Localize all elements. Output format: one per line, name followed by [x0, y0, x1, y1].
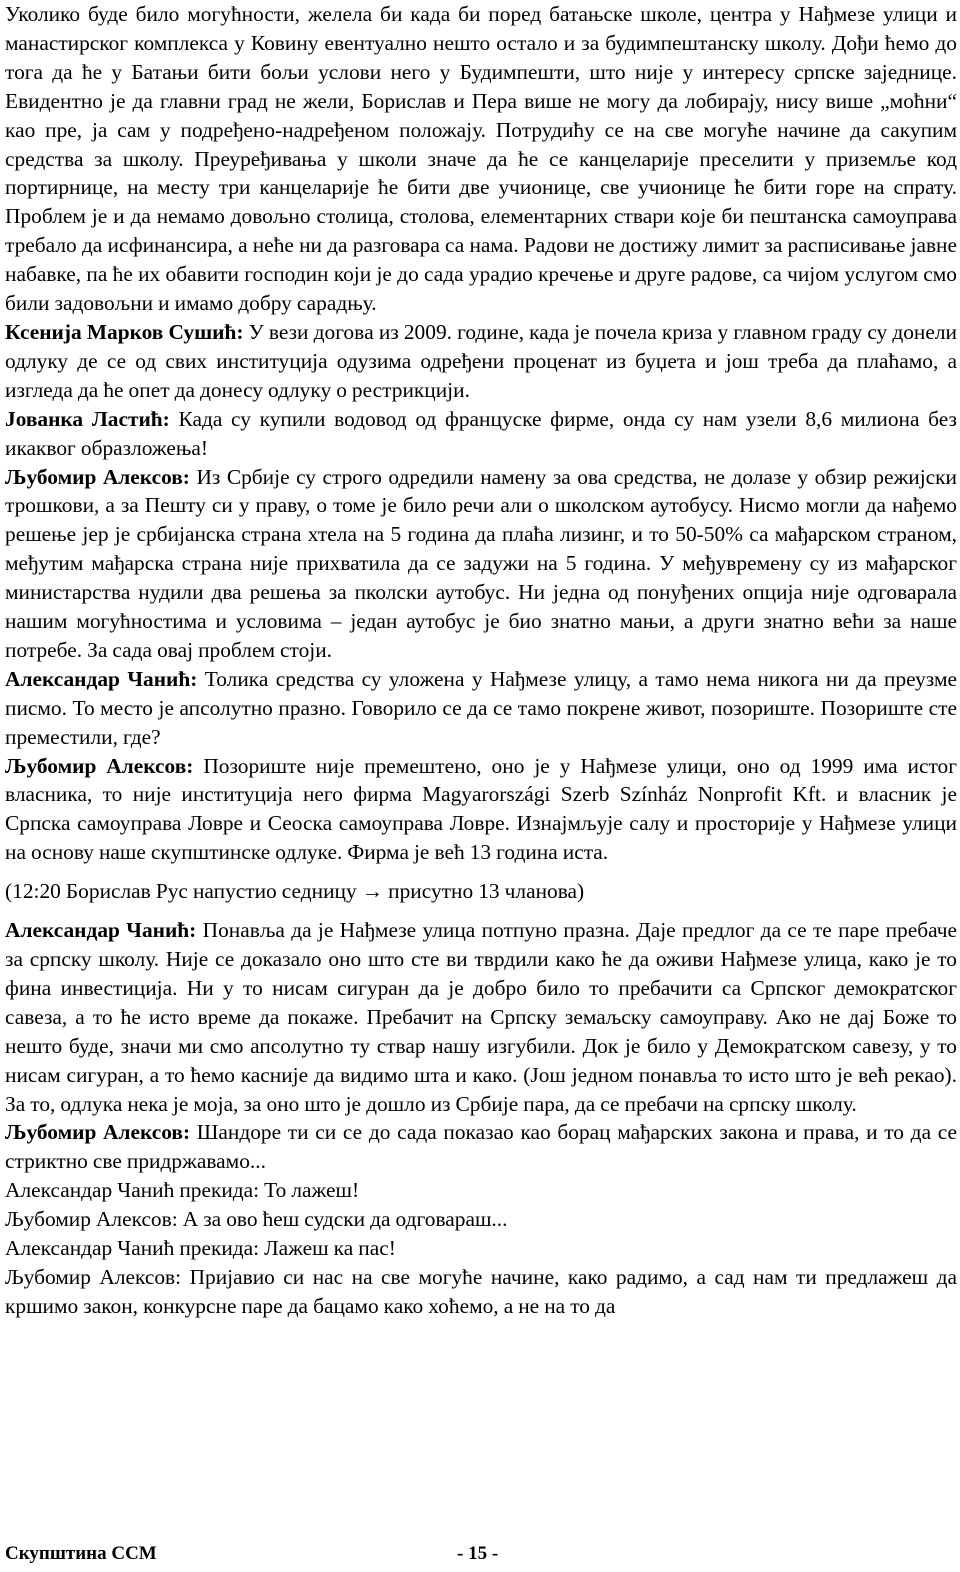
paragraph-speech	[5, 665, 957, 752]
paragraph-line	[5, 1176, 957, 1205]
paragraph-text: Александар Чанић прекида: То лажеш!	[5, 1178, 360, 1203]
document-page	[5, 0, 957, 1321]
speaker-name: Љубомир Алексов:	[5, 464, 190, 489]
paragraph-speech	[5, 318, 957, 405]
paragraph-intro	[5, 0, 957, 318]
page-number: - 15 -	[457, 1543, 499, 1564]
paragraph-text: Љубомир Алексов: Пријавио си нас на све могуће начине, како радимо, а сад нам ти предлажеш да кршимо закон, конкурсне паре да бацамо како хоћемо, а не на то да	[5, 1264, 957, 1318]
paragraph-speech	[5, 916, 957, 1118]
paragraph-speech	[5, 752, 957, 868]
page-footer	[5, 1543, 957, 1569]
paragraph-text: Из Србије су строго одредили намену за ова средства, не долазе у обзир режијски трошкови, а за Пешту си у праву, о томе је било речи али о школском аутобусу. Нисмо могли да нађемо решење јер је србијанска страна хтела на 5 година да плаћа лизинг, и то 50-50% са мађарском страном, међутим мађарска страна није прихватила да се задужи на 5 година. У међувремену су из мађарског министарства нудили два решења за пколски аутобус. Ни једна од понуђених опција није одговарала нашим могућностима и условима – један аутобус је био знатно мањи, а други знатно већи за наше потребе. За сада овај проблем стоји.	[5, 464, 957, 662]
paragraph-text: Позориште није премештено, оно је у Нађмезе улици, оно од 1999 има истог власника, то није институција него фирма Magyarországi Szerb Színház Nonprofit Kft. и власник је Српска самоуправа Ловре и Сеоска самоуправа Ловре. Изнајмљује салу и просторије у Нађмезе улици на основу наше скупштинске одлуке. Фирма је већ 13 година иста.	[5, 753, 957, 865]
paragraph-text: Толика средства су уложена у Нађмезе улицу, а тамо нема никога ни да преузме писмо. То место је апсолутно празно. Говорило се да се тамо покрене живот, позориште. Позориште сте преместили, где?	[5, 666, 957, 749]
paragraph-speech	[5, 463, 957, 665]
paragraph-speech	[5, 1118, 957, 1176]
session-note	[5, 877, 957, 906]
speaker-name: Александар Чанић:	[5, 918, 197, 943]
paragraph-text: Понавља да је Нађмезе улица потпуно празна. Даје предлог да се те паре пребаче за српску школу. Није се доказало оно што сте ви тврдили како ће да оживи Нађмезе улица, како је то фина инвестиција. Ни у то нисам сигуран да је добро било то пребачити са Српског демократског савеза, а то ће исто време да покаже. Пребачит на Српску земаљску самоуправу. Ако не дај Боже то нешто буде, значи ми смо апсолутно ту ствар нашу изгубили. Док је било у Демократском савезу, у то нисам сигуран, а то ћемо касније да видимо шта и како. (Још једном понавља то исто што је већ рекао). За то, одлука нека је моја, за оно што је дошло из Србије пара, да се пребачи на српску школу.	[5, 918, 957, 1116]
speaker-name: Јованка Ластић:	[5, 406, 170, 431]
speaker-name: Ксенија Марков Сушић:	[5, 319, 244, 344]
paragraph-text: У вези договa из 2009. године, када је почела криза у главном граду су донели одлуку де се од свих институција одузима одређени проценат из буџета и још треба да плаћамо, а изгледа да ће опет да донесу одлуку о рестрикцији.	[5, 319, 957, 402]
paragraph-speech	[5, 405, 957, 463]
paragraph-line	[5, 1263, 957, 1321]
speaker-name: Љубомир Алексов:	[5, 753, 194, 778]
footer-organization: Скупштина ССМ	[5, 1543, 157, 1564]
paragraph-text: Љубомир Алексов: А за ово ћеш судски да одговараш...	[5, 1207, 508, 1232]
paragraph-line	[5, 1234, 957, 1263]
paragraph-line	[5, 1205, 957, 1234]
paragraph-text: Шандоре ти си се до сада показао као борац мађарских закона и права, и то да се стриктно све придржавамо...	[5, 1120, 957, 1174]
paragraph-text: (12:20 Борислав Рус напустио седницу → присутно 13 чланова)	[5, 879, 585, 904]
speaker-name: Александар Чанић:	[5, 666, 198, 691]
paragraph-text: Када су купили водовод од француске фирме, онда су нам узели 8,6 милиона без икаквог образложења!	[5, 406, 957, 460]
paragraph-text: Уколико буде било могућности, желела би када би поред батањске школе, центра у Нађмезе улици и манастирског комплекса у Ковину евентуално нешто остало и за будимпештанску школу. Дођи ћемо до тога да ће у Батањи бити бољи услови него у Будимпешти, што није у интересу српске заједнице. Евидентно је да главни град не жели, Борислав и Пера више не могу да лобирају, нису више „моћни“ као пре, ја сам у подређено-надређеном положају. Потрудићу се на све могуће начине да сакупим средства за школу. Преуређивања у школи значе да ће се канцеларије преселити у приземље код портирнице, на месту три канцеларије ће бити две учионице, све учионице ће бити горе на спрату. Проблем је и да немамо довољно столица, столова, елементарних ствари које би пештанска самоуправа требало да исфинансира, а неће ни да разговара са нама. Радови не достижу лимит за расписивање јавне набавке, па ће их обавити господин који је до сада урадио кречење и друге радове, са чијом услугом смо били задовољни и имамо добру сарадњу.	[5, 2, 957, 316]
speaker-name: Љубомир Алексов:	[5, 1120, 191, 1145]
paragraph-text: Александар Чанић прекида: Лажеш ка пас!	[5, 1236, 396, 1261]
